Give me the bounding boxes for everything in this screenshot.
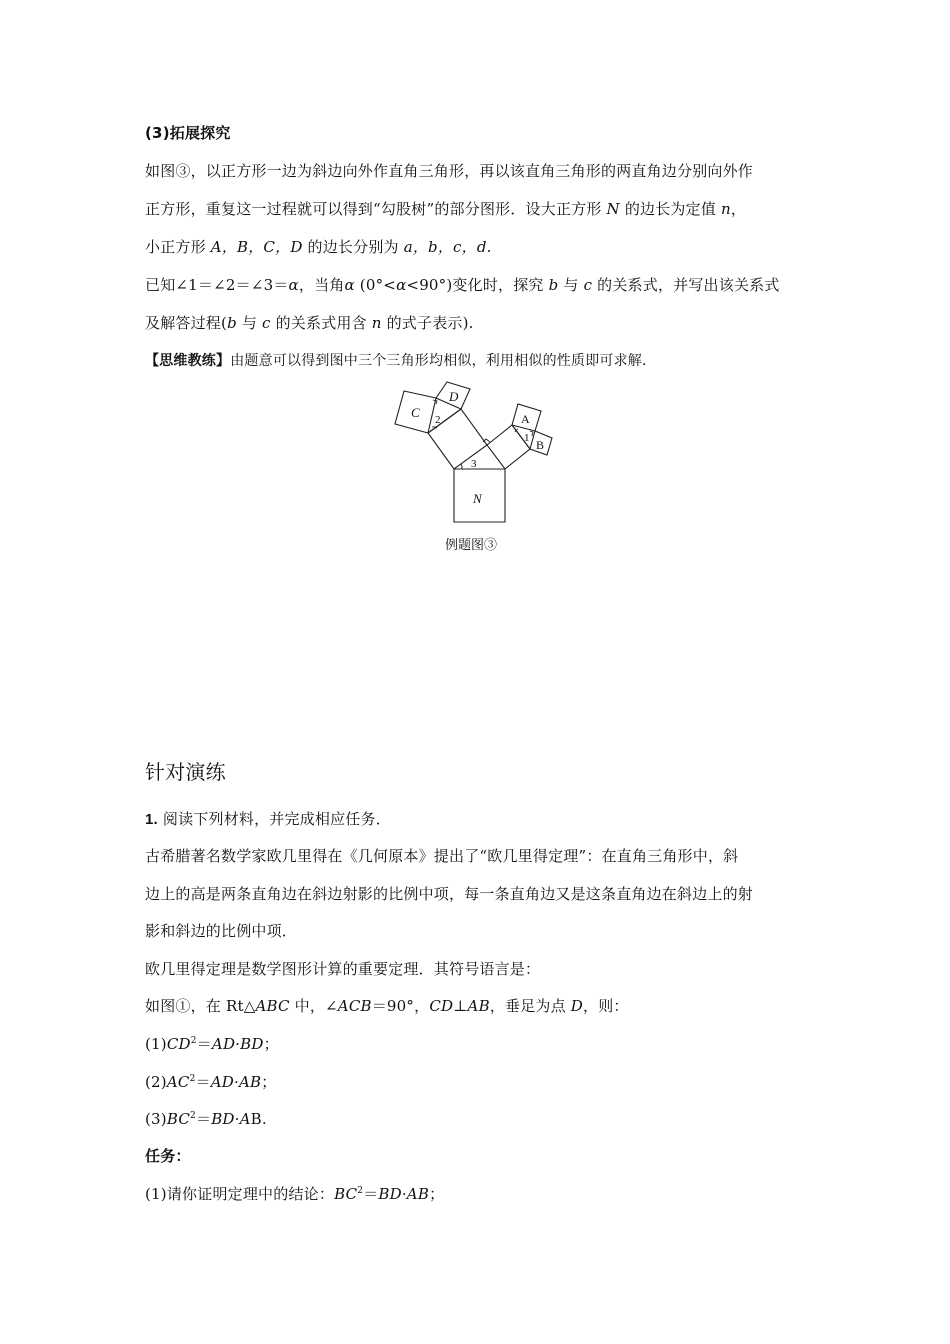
figure-caption: 例题图③ (445, 538, 498, 553)
text: ，垂足为点 (489, 997, 566, 1015)
hint-text: 由题意可以得到图中三个三角形均相似，利用相似的性质即可求解． (230, 353, 657, 369)
hint-line (145, 351, 656, 371)
var: BD·A (211, 1110, 251, 1128)
text: ＝ (195, 1110, 212, 1128)
label-A: A (521, 412, 530, 426)
text: (2) (145, 1073, 167, 1091)
exponent: 2 (190, 1111, 196, 1121)
formula-1 (145, 1034, 279, 1054)
formula-2 (145, 1072, 276, 1092)
var: ABC (255, 997, 290, 1015)
var: CD (166, 1035, 191, 1053)
task-1 (145, 1184, 444, 1204)
var: BC (334, 1185, 358, 1203)
paragraph-line: 如图③，以正方形一边为斜边向外作直角三角形，再以该直角三角形的两直角边分别向外作 (145, 162, 754, 180)
var: BD·AB (378, 1185, 430, 1203)
paragraph-line (145, 275, 780, 295)
text: ，当角 (298, 276, 345, 294)
text: . (261, 1110, 267, 1128)
var-alpha: α (344, 276, 355, 294)
question-1-intro (145, 809, 391, 830)
hint-label: 【思维教练】 (145, 353, 231, 369)
task-label: 任务： (145, 1147, 191, 1165)
exponent: 2 (189, 1074, 196, 1084)
paragraph-line (145, 313, 474, 333)
var: CD (429, 997, 454, 1015)
text: <90°)变化时，探究 (406, 276, 544, 294)
var: BC (166, 1110, 191, 1128)
text: (1)请你证明定理中的结论： (145, 1185, 335, 1203)
text: ＝ (195, 1073, 211, 1091)
paragraph-line: 边上的高是两条直角边在斜边射影的比例中项，每一条直角边又是这条直角边在斜边上的射 (145, 885, 754, 903)
text: B (250, 1110, 262, 1128)
var-n: n (720, 200, 731, 218)
vars-abcd: a，b，c，d. (403, 238, 492, 256)
text: (0°< (354, 276, 397, 294)
var-b: b (227, 314, 237, 332)
paragraph-line (145, 199, 746, 219)
text: 的边长分别为 (307, 238, 399, 256)
text: 如图①，在 Rt△ (145, 997, 256, 1015)
text: 及解答过程( (145, 314, 228, 332)
text: ， (730, 200, 747, 218)
practice-heading: 针对演练 (145, 760, 226, 784)
label-C: C (411, 405, 420, 420)
pythagoras-tree-figure (380, 375, 580, 535)
text: 与 (241, 314, 258, 332)
text: ＝ (363, 1185, 379, 1203)
label-B: B (536, 438, 545, 452)
var-N: N (606, 200, 620, 218)
text: 阅读下列材料，并完成相应任务． (162, 810, 391, 828)
text: ⊥ (453, 997, 468, 1015)
paragraph-line: 欧几里得定理是数学图形计算的重要定理．其符号语言是： (145, 960, 541, 978)
paragraph-line: 影和斜边的比例中项． (145, 922, 298, 940)
var: AC (166, 1073, 190, 1091)
text: 的式子表示). (386, 314, 474, 332)
var-c: c (583, 276, 593, 294)
text: 小正方形 (145, 238, 206, 256)
var-alpha: α (396, 276, 407, 294)
vars-ABCD: A，B，C，D (210, 238, 303, 256)
paragraph-line (145, 237, 492, 257)
exponent: 2 (190, 1036, 197, 1046)
var: AD·BD (211, 1035, 264, 1053)
var: D (570, 997, 584, 1015)
text: ； (261, 1073, 277, 1091)
text: 的关系式用含 (275, 314, 367, 332)
text: 中，∠ (289, 997, 338, 1015)
var-c: c (262, 314, 271, 332)
exponent: 2 (357, 1186, 364, 1196)
angle-2-label: 2 (435, 414, 441, 426)
text: (1) (145, 1035, 167, 1053)
text: (3) (145, 1110, 167, 1128)
var: ACB (337, 997, 372, 1015)
section-title: (3)拓展探究 (145, 124, 231, 142)
paragraph-line (145, 996, 629, 1016)
text: 的边长为定值 (624, 200, 717, 218)
var: AD·AB (210, 1073, 262, 1091)
var-b: b (548, 276, 559, 294)
text: ； (263, 1035, 279, 1053)
var: AB (467, 997, 490, 1015)
formula-3 (145, 1109, 267, 1129)
text: ＝ (196, 1035, 212, 1053)
question-number: 1. (145, 811, 158, 828)
text: 已知∠1＝∠2＝∠3＝ (145, 276, 289, 294)
label-D: D (449, 389, 459, 404)
text: ，则： (583, 997, 629, 1015)
angle-3-label: 3 (471, 458, 477, 470)
var-n: n (371, 314, 382, 332)
label-N: N (473, 491, 482, 506)
text: ＝90°， (371, 997, 430, 1015)
paragraph-line: 古希腊著名数学家欧几里得在《几何原本》提出了“欧几里得定理”：在直角三角形中，斜 (145, 847, 739, 865)
text: 正方形，重复这一过程就可以得到“勾股树”的部分图形．设大正方形 (145, 200, 602, 218)
angle-1-label: 1 (524, 432, 530, 444)
text: ； (429, 1185, 445, 1203)
text: 的关系式，并写出该关系式 (597, 276, 780, 294)
text: 与 (563, 276, 579, 294)
var-alpha: α (288, 276, 299, 294)
